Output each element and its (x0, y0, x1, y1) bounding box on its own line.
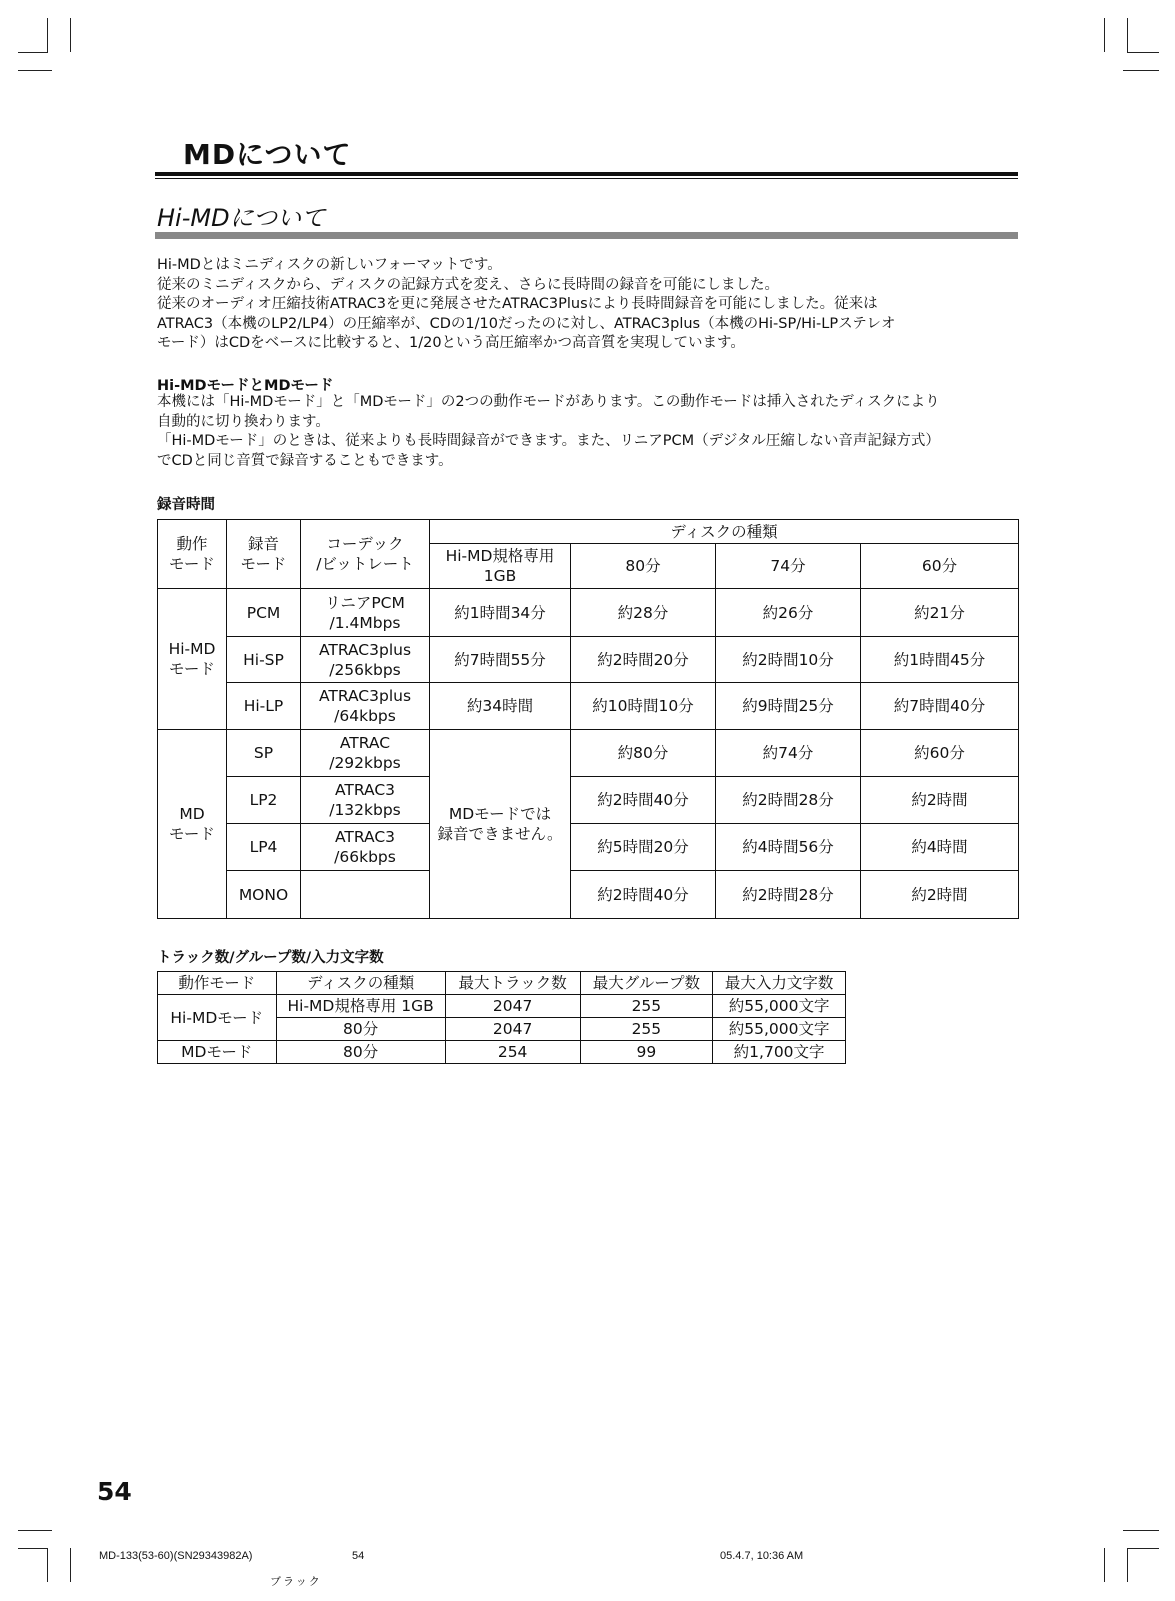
header-himd-1gb: Hi-MD規格専用 1GB (430, 544, 571, 589)
time-80-cell: 約10時間10分 (571, 683, 716, 730)
rec-mode-cell: LP2 (227, 777, 301, 824)
crop-mark-top-right-v2 (1127, 18, 1128, 52)
page-number: 54 (97, 1477, 132, 1506)
table-row (158, 871, 1019, 919)
crop-mark-bottom-left-h (18, 1530, 52, 1531)
crop-mark-top-right-v (1104, 18, 1105, 52)
chars-cell: 約55,000文字 (713, 995, 846, 1018)
md-mode-note: MDモードでは 録音できません。 (430, 730, 571, 919)
groups-cell: 99 (580, 1041, 713, 1064)
codec-cell: ATRAC3plus /256kbps (301, 637, 430, 683)
crop-mark-top-left-h2 (18, 70, 52, 71)
table-row (158, 777, 1019, 824)
crop-mark-top-left-v (47, 18, 48, 52)
codec-cell: ATRAC3 /132kbps (301, 777, 430, 824)
table-row (158, 824, 1019, 871)
header-disc-type: ディスクの種類 (430, 520, 1019, 544)
time-74-cell: 約26分 (716, 589, 861, 637)
recording-time-heading: 録音時間 (157, 497, 215, 513)
rec-mode-cell: MONO (227, 871, 301, 919)
disc-cell: 80分 (276, 1018, 445, 1041)
time-74-cell: 約74分 (716, 730, 861, 777)
crop-mark-bottom-right-v2 (1127, 1548, 1128, 1582)
recording-time-table (157, 519, 1019, 919)
table-row (158, 589, 1019, 637)
intro-line: モード）はCDをベースに比較すると、1/20という高圧縮率かつ高音質を実現しています。 (157, 335, 745, 351)
himd-time-cell: 約7時間55分 (430, 637, 571, 683)
header-max-chars: 最大入力文字数 (713, 972, 846, 995)
group-md-mode: MD モード (158, 730, 227, 919)
time-80-cell: 約2時間40分 (571, 777, 716, 824)
time-60-cell: 約7時間40分 (861, 683, 1019, 730)
group-md-mode: MDモード (158, 1041, 277, 1064)
time-80-cell: 約28分 (571, 589, 716, 637)
modes-line: でCDと同じ音質で録音することもできます。 (157, 452, 453, 469)
track-table-header-row (158, 972, 846, 995)
header-60min: 60分 (861, 544, 1019, 589)
codec-cell: リニアPCM /1.4Mbps (301, 589, 430, 637)
time-74-cell: 約2時間10分 (716, 637, 861, 683)
intro-line: Hi-MDとはミニディスクの新しいフォーマットです。 (157, 257, 502, 273)
page-title: MDについて (183, 138, 352, 171)
crop-mark-bottom-left-h2 (18, 1548, 48, 1549)
crop-mark-bottom-left-v2 (70, 1548, 71, 1582)
modes-heading: Hi-MDモードとMDモード (157, 378, 334, 394)
time-74-cell: 約2時間28分 (716, 871, 861, 919)
section-rule (155, 232, 1018, 239)
time-60-cell: 約60分 (861, 730, 1019, 777)
header-rec-mode: 録音 モード (227, 520, 301, 589)
intro-line: 従来のオーディオ圧縮技術ATRAC3を更に発展させたATRAC3Plusにより長時間録音を可能にしました。従来は (157, 296, 878, 312)
time-74-cell: 約2時間28分 (716, 777, 861, 824)
disc-cell: 80分 (276, 1041, 445, 1064)
footer-page: 54 (352, 1550, 365, 1562)
modes-line: 本機には「Hi-MDモード」と「MDモード」の2つの動作モードがあります。この動作モードは挿入されたディスクにより (157, 394, 940, 410)
modes-line: 「Hi-MDモード」のときは、従来よりも長時間録音ができます。また、リニアPCM（デジタル圧縮しない音声記録方式） (157, 433, 940, 449)
crop-mark-bottom-right-h (1123, 1530, 1159, 1531)
time-80-cell: 約2時間20分 (571, 637, 716, 683)
himd-time-cell: 約34時間 (430, 683, 571, 730)
footer-file: MD-133(53-60)(SN29343982A) (99, 1550, 253, 1562)
time-60-cell: 約1時間45分 (861, 637, 1019, 683)
crop-mark-top-right-h (1127, 52, 1159, 53)
table-row (158, 730, 1019, 777)
intro-line: ATRAC3（本機のLP2/LP4）の圧縮率が、CDの1/10だったのに対し、ATRAC3plus（本機のHi-SP/Hi-LPステレオ (157, 315, 896, 332)
header-disc-type: ディスクの種類 (276, 972, 445, 995)
title-rule-thin (155, 178, 1018, 179)
time-80-cell: 約2時間40分 (571, 871, 716, 919)
header-codec: コーデック /ビットレート (301, 520, 430, 589)
header-80min: 80分 (571, 544, 716, 589)
section-title: Hi-MDについて (157, 204, 326, 232)
intro-line: 従来のミニディスクから、ディスクの記録方式を変え、さらに長時間の録音を可能にしました。 (157, 276, 780, 293)
rec-mode-cell: SP (227, 730, 301, 777)
chars-cell: 約55,000文字 (713, 1018, 846, 1041)
crop-mark-bottom-right-h2 (1127, 1548, 1159, 1549)
header-max-tracks: 最大トラック数 (445, 972, 580, 995)
groups-cell: 255 (580, 995, 713, 1018)
table-row (158, 1041, 846, 1064)
header-op-mode: 動作モード (158, 972, 277, 995)
time-80-cell: 約80分 (571, 730, 716, 777)
time-74-cell: 約4時間56分 (716, 824, 861, 871)
tracks-cell: 2047 (445, 995, 580, 1018)
crop-mark-top-left-v2 (70, 18, 71, 52)
codec-cell: ATRAC3plus /64kbps (301, 683, 430, 730)
group-himd-mode: Hi-MDモード (158, 995, 277, 1041)
rec-mode-cell: Hi-LP (227, 683, 301, 730)
modes-paragraph (157, 393, 1022, 471)
tracks-cell: 2047 (445, 1018, 580, 1041)
rec-mode-cell: PCM (227, 589, 301, 637)
groups-cell: 255 (580, 1018, 713, 1041)
codec-cell: ATRAC3 /66kbps (301, 824, 430, 871)
codec-cell: ATRAC /292kbps (301, 730, 430, 777)
crop-mark-bottom-right-v (1104, 1548, 1105, 1582)
time-60-cell: 約4時間 (861, 824, 1019, 871)
chars-cell: 約1,700文字 (713, 1041, 846, 1064)
crop-mark-top-left-h (18, 52, 48, 53)
tracks-cell: 254 (445, 1041, 580, 1064)
header-74min: 74分 (716, 544, 861, 589)
group-himd-mode: Hi-MD モード (158, 589, 227, 730)
disc-cell: Hi-MD規格専用 1GB (276, 995, 445, 1018)
footer-color-label: ブラック (270, 1575, 322, 1588)
track-table-heading: トラック数/グループ数/入力文字数 (157, 950, 384, 966)
table-row (158, 995, 846, 1018)
header-max-groups: 最大グループ数 (580, 972, 713, 995)
track-table (157, 971, 846, 1064)
himd-time-cell: 約1時間34分 (430, 589, 571, 637)
footer-timestamp: 05.4.7, 10:36 AM (720, 1550, 804, 1562)
crop-mark-top-right-h2 (1123, 70, 1159, 71)
rec-mode-cell: Hi-SP (227, 637, 301, 683)
crop-mark-bottom-left-v (47, 1548, 48, 1582)
codec-cell (301, 871, 430, 919)
intro-paragraph (157, 256, 1022, 354)
time-74-cell: 約9時間25分 (716, 683, 861, 730)
time-60-cell: 約21分 (861, 589, 1019, 637)
modes-line: 自動的に切り換わります。 (157, 413, 330, 430)
time-60-cell: 約2時間 (861, 777, 1019, 824)
table-row (158, 637, 1019, 683)
time-60-cell: 約2時間 (861, 871, 1019, 919)
rec-mode-cell: LP4 (227, 824, 301, 871)
table-row (158, 683, 1019, 730)
title-rule-thick (155, 172, 1018, 176)
time-80-cell: 約5時間20分 (571, 824, 716, 871)
header-op-mode: 動作 モード (158, 520, 227, 589)
